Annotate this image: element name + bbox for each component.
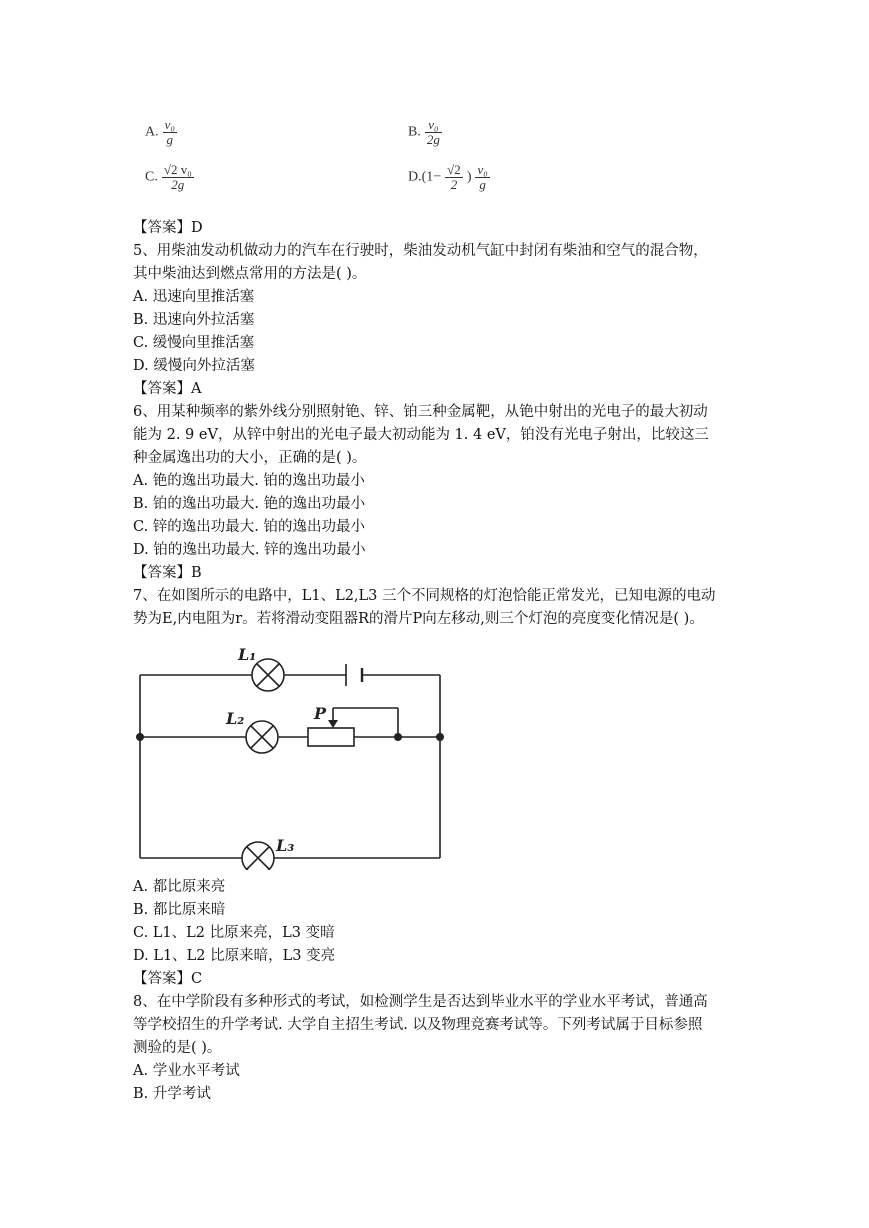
option-a-label: A.	[145, 124, 159, 140]
question-6-line-2: 能为 2. 9 eV，从锌中射出的光电子最大初动能为 1. 4 eV，铂没有光电子射出，比较这三	[133, 427, 709, 443]
option-c	[145, 163, 194, 192]
question-7-line-2: 势为E,内电阻为r。若将滑动变阻器R的滑片P向左移动,则三个灯泡的亮度变化情况是( )。	[133, 611, 704, 627]
answer-q5: 【答案】A	[133, 381, 202, 397]
q7-option-c: C. L1、L2 比原来亮，L3 变暗	[133, 925, 335, 941]
option-c-denominator: 2g	[171, 177, 185, 192]
q7-option-b: B. 都比原来暗	[133, 902, 226, 918]
question-6-line-3: 种金属逸出功的大小，正确的是( )。	[133, 450, 367, 466]
option-b-denominator: 2g	[426, 132, 440, 147]
junction-right	[436, 733, 444, 741]
q7-option-a: A. 都比原来亮	[133, 879, 226, 895]
option-a-fraction	[163, 118, 177, 147]
question-8-line-3: 测验的是( )。	[133, 1040, 222, 1056]
q6-option-a: A. 铯的逸出功最大. 铂的逸出功最小	[133, 473, 365, 489]
q6-option-b: B. 铂的逸出功最大. 铯的逸出功最小	[133, 496, 366, 512]
option-d-numerator-1: √2	[447, 162, 461, 177]
q8-option-b: B. 升学考试	[133, 1086, 211, 1102]
lamp-l2	[246, 721, 278, 753]
circuit-diagram	[134, 640, 452, 870]
option-d	[408, 163, 490, 192]
question-8-line-2: 等学校招生的升学考试. 大学自主招生考试. 以及物理竞赛考试等。下列考试属于目标参照	[133, 1017, 703, 1033]
option-b-fraction	[425, 118, 442, 147]
q5-option-c: C. 缓慢向里推活塞	[133, 335, 255, 351]
lamp-l1	[252, 659, 284, 691]
option-a-numerator: v₀	[164, 117, 175, 132]
q7-option-d: D. L1、L2 比原来暗，L3 变亮	[133, 948, 336, 964]
answer-q7: 【答案】C	[133, 971, 203, 987]
option-b	[408, 118, 442, 147]
q5-option-b: B. 迅速向外拉活塞	[133, 312, 255, 328]
q8-option-a: A. 学业水平考试	[133, 1063, 240, 1079]
answer-q4: 【答案】D	[133, 220, 203, 236]
label-p: P	[314, 704, 327, 723]
label-l2: L₂	[226, 709, 245, 728]
option-d-fraction-2	[475, 163, 489, 192]
option-d-denominator-1: 2	[450, 177, 458, 192]
answer-q6: 【答案】B	[133, 565, 202, 581]
q5-option-d: D. 缓慢向外拉活塞	[133, 358, 255, 374]
option-d-close-paren: )	[466, 169, 472, 185]
q6-option-c: C. 锌的逸出功最大. 铂的逸出功最小	[133, 519, 366, 535]
slider-arrowhead	[328, 720, 338, 728]
option-d-numerator-2: v₀	[477, 162, 488, 177]
question-8-line-1: 8、在中学阶段有多种形式的考试，如检测学生是否达到毕业水平的学业水平考试，普通高	[133, 994, 708, 1010]
junction-left	[136, 733, 144, 741]
lamp-l3-circle	[242, 842, 274, 870]
label-l3: L₃	[276, 836, 295, 855]
q6-option-d: D. 铂的逸出功最大. 锌的逸出功最小	[133, 542, 366, 558]
lamp-l3	[242, 842, 274, 870]
option-b-label: B.	[408, 124, 421, 140]
q5-option-a: A. 迅速向里推活塞	[133, 289, 255, 305]
label-l1: L₁	[238, 645, 257, 664]
question-5-line-2: 其中柴油达到燃点常用的方法是( )。	[133, 266, 367, 282]
option-c-fraction	[162, 163, 194, 192]
option-a	[145, 118, 177, 147]
option-b-numerator: v₀	[425, 118, 442, 133]
option-d-denominator-2: g	[479, 177, 486, 192]
rheostat-body	[308, 728, 354, 746]
option-a-denominator: g	[166, 132, 174, 147]
junction-slider	[394, 733, 402, 741]
question-5-line-1: 5、用柴油发动机做动力的汽车在行驶时，柴油发动机气缸中封闭有柴油和空气的混合物，	[133, 243, 708, 259]
question-6-line-1: 6、用某种频率的紫外线分别照射铯、锌、铂三种金属靶，从铯中射出的光电子的最大初动	[133, 404, 708, 420]
question-7-line-1: 7、在如图所示的电路中，L1、L2,L3 三个不同规格的灯泡恰能正常发光，已知电源的电动	[133, 588, 716, 604]
option-c-numerator: √2 v₀	[163, 162, 192, 177]
option-c-label: C.	[145, 169, 158, 185]
option-d-label: D.(1−	[408, 169, 442, 185]
option-d-fraction-1	[445, 163, 463, 192]
